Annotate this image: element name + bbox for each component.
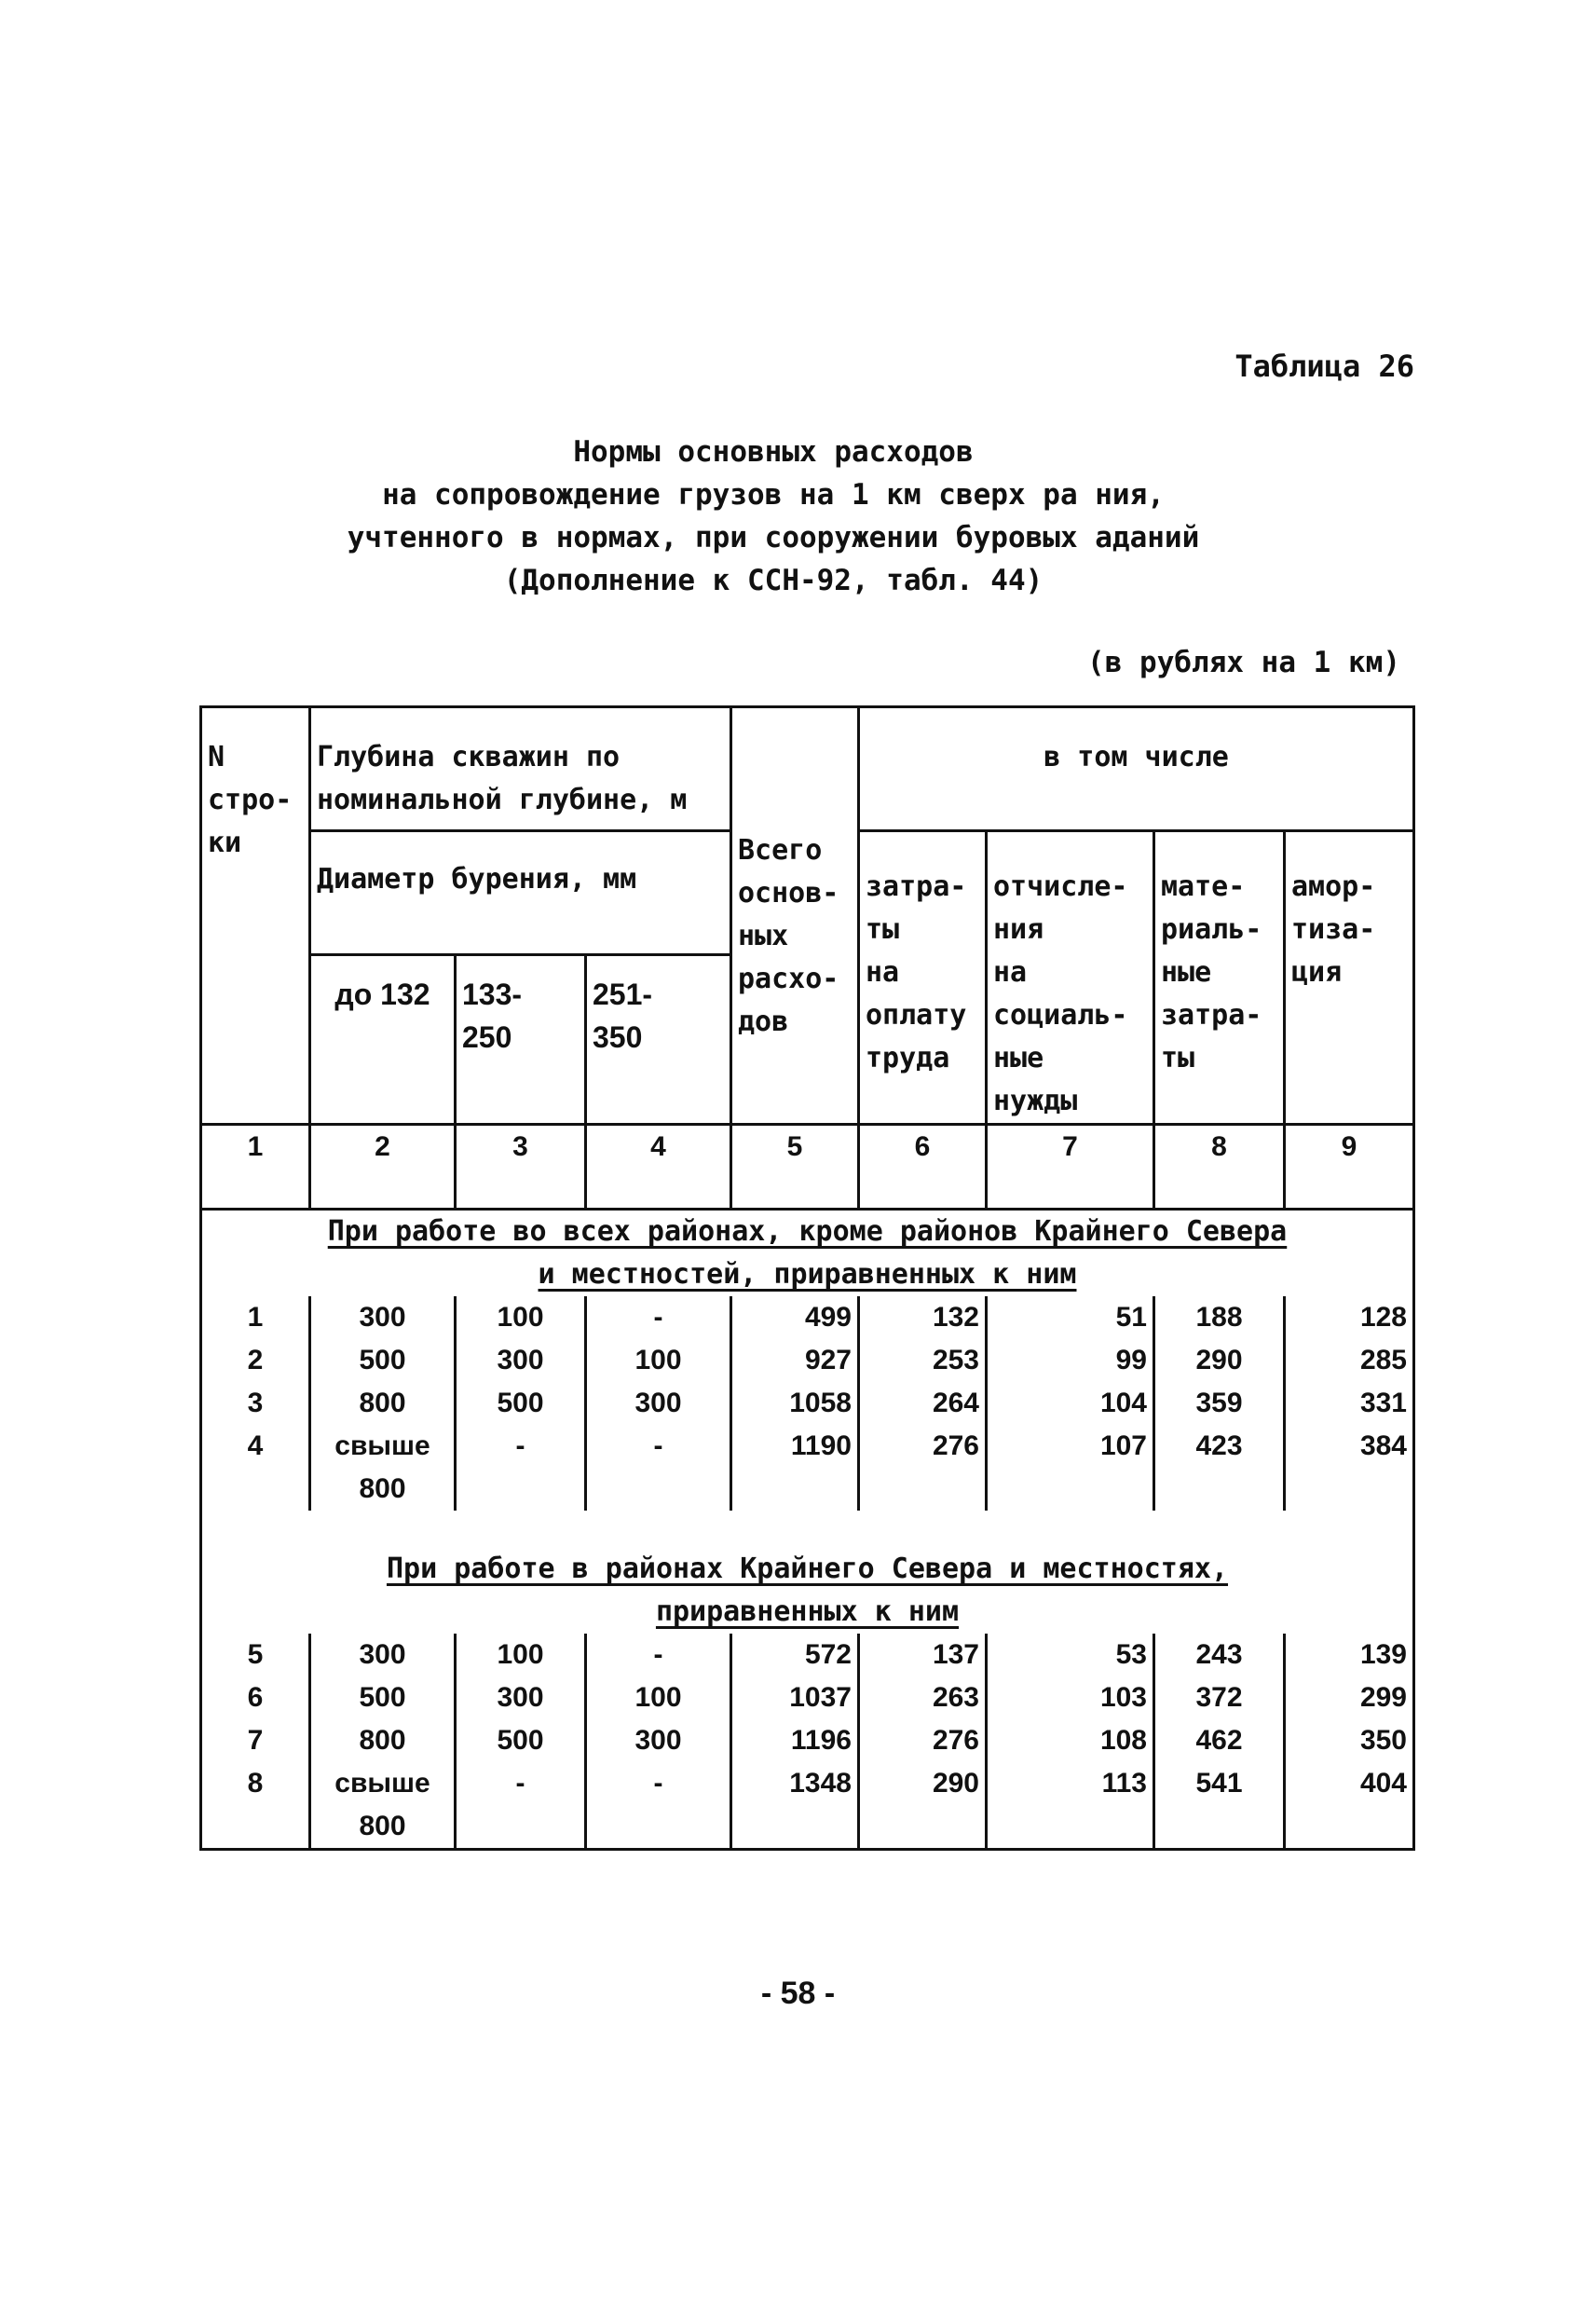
table-row [201, 1425, 1414, 1511]
header-col-6: затра- ты на оплату труда [859, 831, 987, 1125]
col-number-7: 7 [987, 1125, 1154, 1210]
cell-labor: 137 [859, 1634, 987, 1676]
title-line-1: Нормы основных расходов [573, 435, 974, 469]
cell-row-no: 7 [247, 1725, 264, 1756]
table-row [201, 1382, 1414, 1425]
cell-labor: 290 [859, 1762, 987, 1850]
cell-d3: 100 [586, 1339, 731, 1382]
cell-social: 51 [987, 1296, 1154, 1339]
header-diameter: Диаметр бурения, мм [310, 831, 731, 944]
table-row [201, 1339, 1414, 1382]
cell-d2: 100 [456, 1296, 586, 1339]
cell-social: 99 [987, 1339, 1154, 1382]
col-number-1: 1 [201, 1125, 310, 1210]
cell-row-no: 2 [247, 1345, 264, 1375]
cell-material: 359 [1154, 1382, 1285, 1425]
units-note: (в рублях на 1 км) [1087, 646, 1400, 679]
cell-d2: 500 [456, 1382, 586, 1425]
cell-total: 1058 [731, 1382, 859, 1425]
cell-d1: свыше 800 [310, 1425, 456, 1511]
title-line-2: на сопровождение грузов на 1 км сверх ра ния, [382, 478, 1165, 512]
header-total: Всего основ- ных расхо- дов [731, 707, 859, 1125]
cell-d1: 300 [310, 1634, 456, 1676]
cell-d2: 300 [456, 1676, 586, 1719]
cell-d1: 300 [310, 1296, 456, 1339]
title-line-4: (Дополнение к ССН-92, табл. 44) [503, 564, 1044, 597]
cell-social: 107 [987, 1425, 1154, 1511]
cell-labor: 263 [859, 1676, 987, 1719]
cell-amortization: 128 [1285, 1296, 1414, 1339]
cell-amortization: 139 [1285, 1634, 1414, 1676]
cell-amortization: 384 [1285, 1425, 1414, 1511]
title-line-3: учтенного в нормах, при сооружении буровых аданий [347, 521, 1200, 554]
cell-d1: 800 [310, 1382, 456, 1425]
section-2-line-2: приравненных к ним [655, 1595, 960, 1628]
col-number-6: 6 [859, 1125, 987, 1210]
cell-social: 103 [987, 1676, 1154, 1719]
cell-labor: 264 [859, 1382, 987, 1425]
cell-total: 927 [731, 1339, 859, 1382]
cell-d2: 100 [456, 1634, 586, 1676]
cell-d3: 100 [586, 1676, 731, 1719]
table-row [201, 1762, 1414, 1850]
section-heading-2 [201, 1511, 1414, 1634]
section-1-line-2: и местностей, приравненных к ним [538, 1258, 1077, 1291]
header-col-7: отчисле- ния на социаль- ные нужды [987, 831, 1154, 1125]
cell-amortization: 331 [1285, 1382, 1414, 1425]
section-1-line-1: При работе во всех районах, кроме районов Крайнего Севера [327, 1215, 1288, 1248]
cell-total: 572 [731, 1634, 859, 1676]
page-number: - 58 - [760, 1976, 836, 2011]
cell-row-no: 3 [247, 1388, 264, 1418]
cell-material: 290 [1154, 1339, 1285, 1382]
table-row [201, 1676, 1414, 1719]
cell-total: 1348 [731, 1762, 859, 1850]
section-heading-1 [201, 1210, 1414, 1297]
cell-d2: 500 [456, 1719, 586, 1762]
table-row [201, 1719, 1414, 1762]
col-number-3: 3 [456, 1125, 586, 1210]
cell-d3: - [586, 1425, 731, 1511]
table-label: Таблица 26 [1235, 349, 1414, 384]
cell-labor: 132 [859, 1296, 987, 1339]
cell-row-no: 1 [247, 1302, 264, 1333]
cell-d2: - [456, 1762, 586, 1850]
header-including: в том числе [859, 707, 1414, 831]
cell-labor: 276 [859, 1425, 987, 1511]
header-spacer [310, 943, 731, 954]
table-title [233, 431, 1314, 602]
cell-social: 104 [987, 1382, 1154, 1425]
cell-row-no: 4 [247, 1430, 264, 1461]
cell-amortization: 299 [1285, 1676, 1414, 1719]
cell-material: 188 [1154, 1296, 1285, 1339]
cell-d1: 500 [310, 1339, 456, 1382]
cell-total: 499 [731, 1296, 859, 1339]
cell-row-no: 8 [247, 1768, 264, 1799]
cell-social: 108 [987, 1719, 1154, 1762]
cell-labor: 276 [859, 1719, 987, 1762]
norms-table [199, 705, 1415, 1851]
table-row [201, 1634, 1414, 1676]
col-number-5: 5 [731, 1125, 859, 1210]
cell-d3: 300 [586, 1382, 731, 1425]
header-col-8: мате- риаль- ные затра- ты [1154, 831, 1285, 1125]
header-d3: 251- 350 [586, 954, 731, 1124]
cell-d2: 300 [456, 1339, 586, 1382]
cell-material: 423 [1154, 1425, 1285, 1511]
cell-d2: - [456, 1425, 586, 1511]
cell-d3: - [586, 1634, 731, 1676]
cell-d1: свыше 800 [310, 1762, 456, 1850]
cell-d3: - [586, 1296, 731, 1339]
header-row-no: N стро- ки [208, 741, 293, 859]
cell-social: 113 [987, 1762, 1154, 1850]
cell-material: 462 [1154, 1719, 1285, 1762]
cell-row-no: 5 [247, 1639, 264, 1670]
table-row [201, 1296, 1414, 1339]
header-col-9: амор- тиза- ция [1285, 831, 1414, 1125]
col-number-8: 8 [1154, 1125, 1285, 1210]
col-number-2: 2 [310, 1125, 456, 1210]
cell-amortization: 350 [1285, 1719, 1414, 1762]
cell-total: 1190 [731, 1425, 859, 1511]
cell-d3: 300 [586, 1719, 731, 1762]
cell-material: 541 [1154, 1762, 1285, 1850]
col-number-4: 4 [586, 1125, 731, 1210]
cell-total: 1196 [731, 1719, 859, 1762]
cell-amortization: 404 [1285, 1762, 1414, 1850]
cell-material: 243 [1154, 1634, 1285, 1676]
section-2-line-1: При работе в районах Крайнего Севера и местностях, [386, 1553, 1229, 1585]
header-depth: Глубина скважин по номинальной глубине, м [310, 707, 731, 831]
cell-total: 1037 [731, 1676, 859, 1719]
cell-social: 53 [987, 1634, 1154, 1676]
header-d2: 133- 250 [456, 954, 586, 1124]
cell-row-no: 6 [247, 1682, 264, 1713]
col-number-9: 9 [1285, 1125, 1414, 1210]
cell-labor: 253 [859, 1339, 987, 1382]
cell-material: 372 [1154, 1676, 1285, 1719]
header-row-no-cont [201, 954, 310, 1124]
cell-d3: - [586, 1762, 731, 1850]
cell-d1: 800 [310, 1719, 456, 1762]
cell-amortization: 285 [1285, 1339, 1414, 1382]
cell-d1: 500 [310, 1676, 456, 1719]
header-d1: до 132 [310, 954, 456, 1124]
